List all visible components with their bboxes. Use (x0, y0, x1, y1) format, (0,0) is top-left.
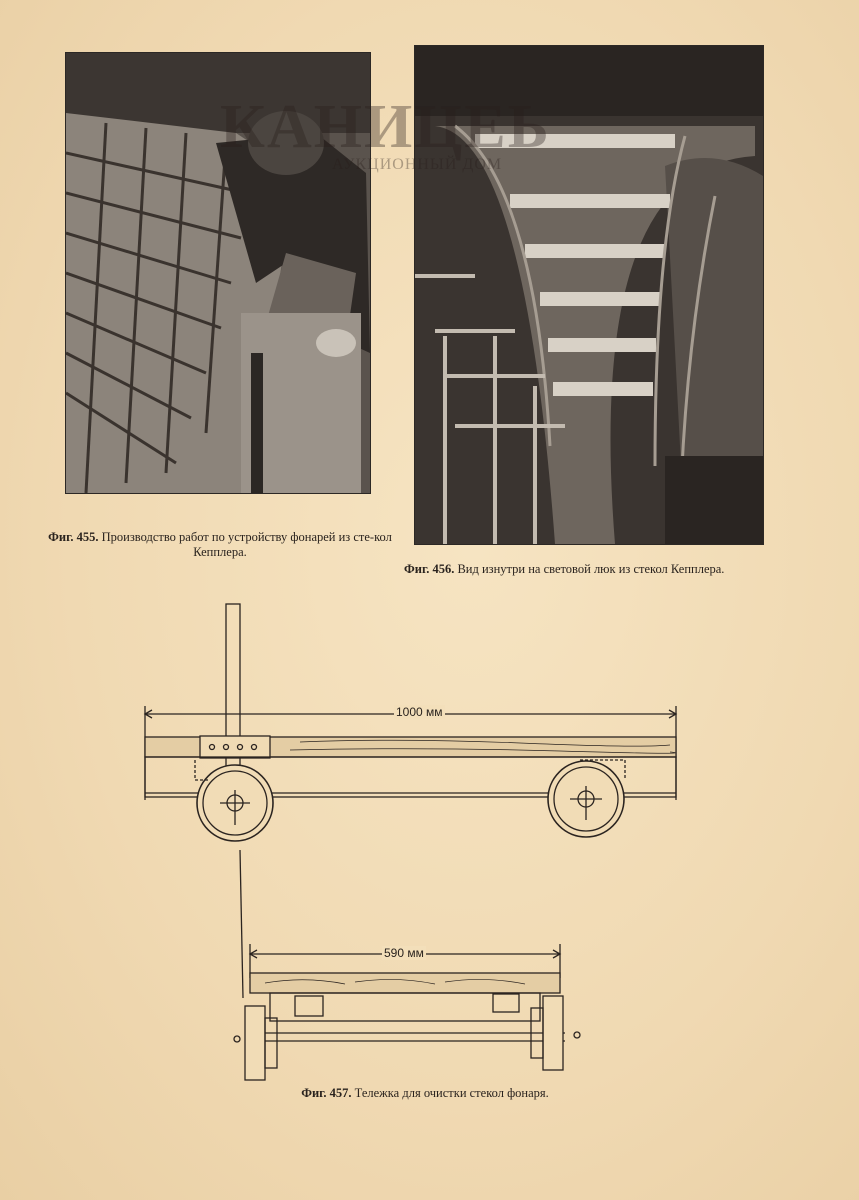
caption-fig-457-text: Тележка для очистки стекол фонаря. (354, 1086, 549, 1100)
dimension-width-label: 590 мм (384, 946, 424, 960)
watermark-subtitle: АУКЦИОННЫЙ ДОМ (332, 156, 503, 173)
dimension-length-label: 1000 мм (396, 705, 443, 719)
watermark-logo: КАНИЦЕЬ (220, 93, 551, 161)
caption-fig-456-text: Вид изнутри на световой люк из стекол Кепплера. (457, 562, 725, 576)
caption-fig-455-text: Производство работ по устройству фонарей из сте-кол Кепплера. (101, 530, 392, 559)
caption-fig-457 (250, 1086, 600, 1101)
caption-fig-456 (404, 562, 784, 577)
cart-front-view-drawing (225, 848, 595, 1088)
caption-fig-455 (36, 530, 404, 560)
cart-side-view-drawing (140, 600, 685, 845)
caption-fig-457-number: Фиг. 457. (301, 1086, 352, 1100)
caption-fig-455-number: Фиг. 455. (48, 530, 99, 544)
caption-fig-456-number: Фиг. 456. (404, 562, 455, 576)
